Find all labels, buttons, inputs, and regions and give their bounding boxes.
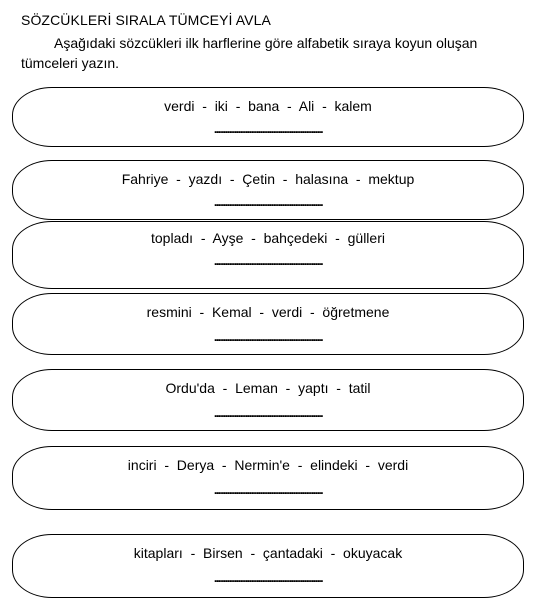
- exercise-box-6: [12, 446, 524, 510]
- exercise-words-3: topladı - Ayşe - bahçedeki - gülleri: [151, 230, 385, 246]
- exercise-box-7: [12, 534, 524, 598]
- instruction-text: Aşağıdaki sözcükleri ilk harflerine göre alfabetik sıraya koyun oluşan tümceleri yazın.: [21, 35, 478, 71]
- answer-line-6[interactable]: ...........................................................: [213, 483, 323, 497]
- exercise-words-2: Fahriye - yazdı - Çetin - halasına - mektup: [121, 171, 415, 187]
- exercise-box-5: [12, 369, 524, 431]
- exercise-box-4: [12, 293, 524, 355]
- exercise-box-2: [12, 160, 524, 220]
- page-title: SÖZCÜKLERİ SIRALA TÜMCEYİ AVLA: [21, 12, 271, 28]
- answer-line-1[interactable]: ...........................................................: [213, 122, 323, 136]
- answer-line-7[interactable]: ...........................................................: [213, 571, 323, 585]
- answer-line-3[interactable]: ...........................................................: [213, 254, 323, 268]
- answer-line-4[interactable]: ...........................................................: [213, 330, 323, 344]
- exercise-box-3: [12, 221, 524, 289]
- answer-line-2[interactable]: ...........................................................: [213, 195, 323, 209]
- exercise-words-4: resmini - Kemal - verdi - öğretmene: [146, 304, 390, 320]
- exercise-words-1: verdi - iki - bana - Ali - kalem: [164, 98, 372, 114]
- exercise-words-6: inciri - Derya - Nermin'e - elindeki - verdi: [127, 457, 409, 473]
- answer-line-5[interactable]: ...........................................................: [213, 406, 323, 420]
- exercise-words-7: kitapları - Birsen - çantadaki - okuyacak: [133, 545, 403, 561]
- exercise-box-1: [12, 87, 524, 147]
- instructions: [21, 33, 521, 73]
- exercise-words-5: Ordu'da - Leman - yaptı - tatil: [165, 380, 371, 396]
